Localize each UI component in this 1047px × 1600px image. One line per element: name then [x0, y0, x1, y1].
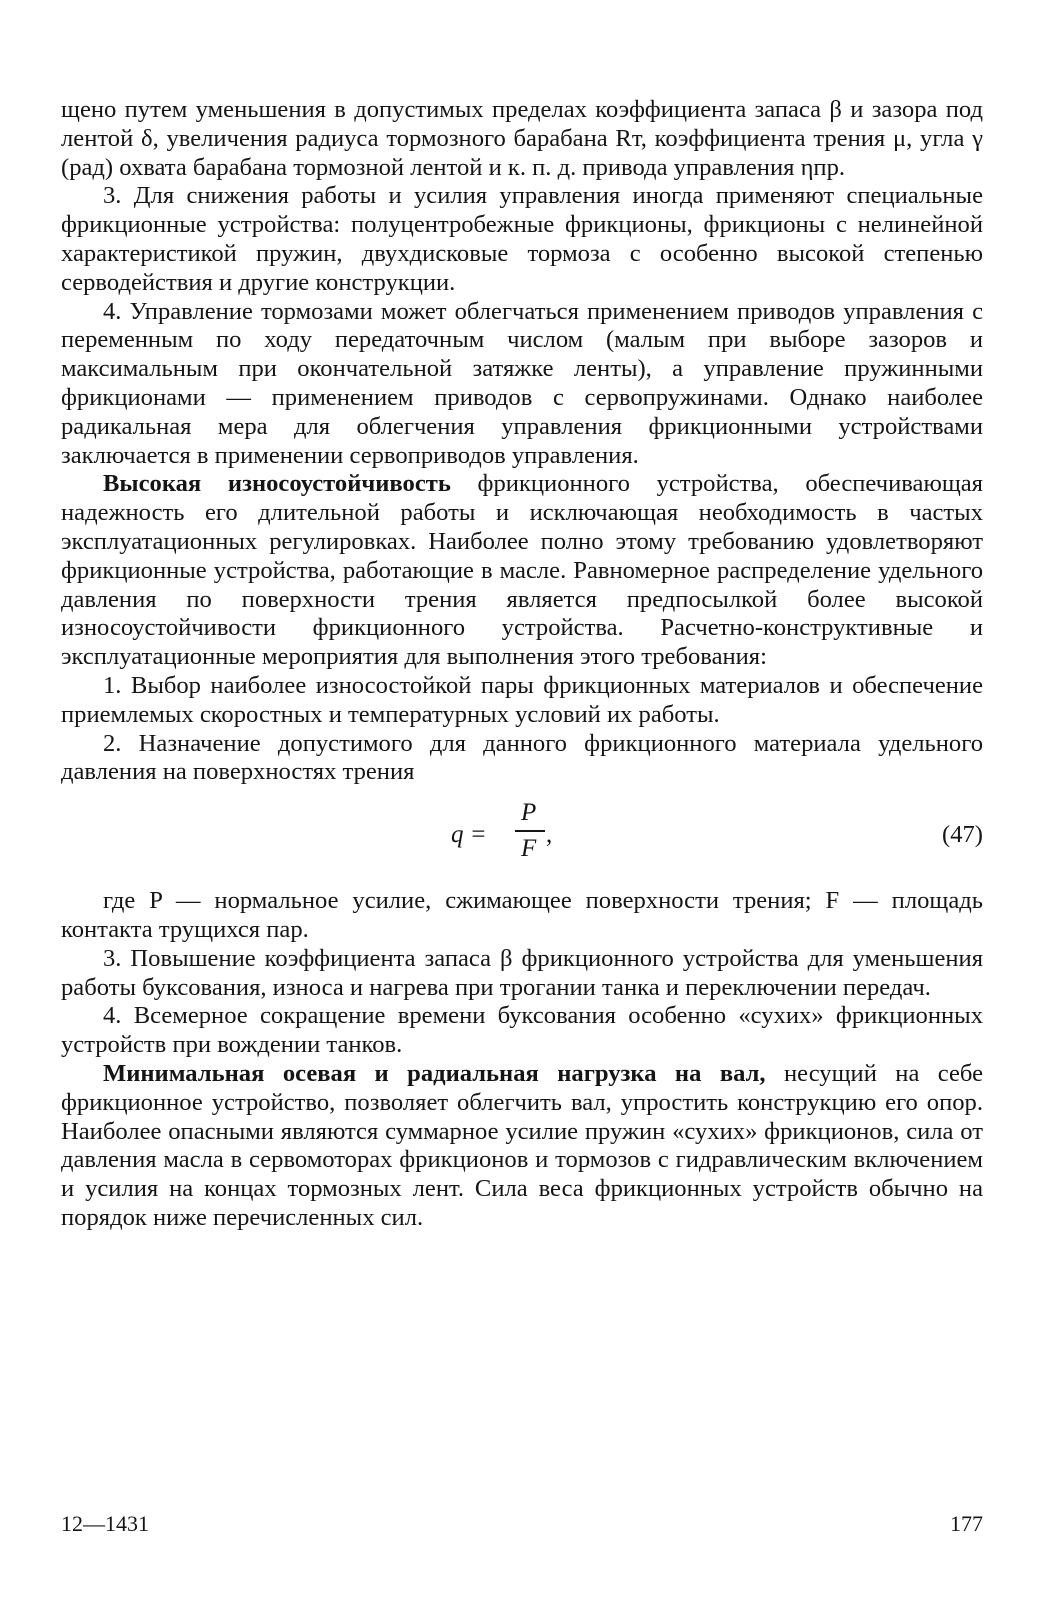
bold-heading: Высокая износоустойчивость [103, 470, 451, 498]
page-number: 177 [950, 1511, 983, 1536]
formula-denominator: F [521, 835, 537, 863]
paragraph-continuation: щено путем уменьшения в допустимых пределах коэффициента запаса β и зазора под лентой δ, увеличения радиуса тормозного барабана Rт, коэффициента трения μ, угла γ (рад) охвата барабана тормозной лентой и к. п. д. привода управления ηпр. [61, 96, 983, 181]
paragraph-wear-resistance [61, 470, 983, 672]
formula-lhs: q = [451, 821, 487, 849]
paragraph-where: где P — нормальное усилие, сжимающее поверхности трения; F — площадь контакта трущихся пар. [61, 887, 983, 943]
paragraph-list-1: 1. Выбор наиболее износостойкой пары фрикционных материалов и обеспечение приемлемых скоростных и температурных условий их работы. [61, 671, 983, 728]
formula-punct: , [546, 821, 553, 849]
bold-heading: Минимальная осевая и радиальная нагрузка на вал, [103, 1059, 766, 1087]
paragraph-item-4: 4. Управление тормозами может облегчаться применением приводов управления с переменным по ходу передаточным числом (малым при выборе зазоров и максимальным при окончательной затяжке ленты), а управление пружинными фрикционами — применением приводов с сервопружинами. Однако наиболее радикальная мера для облегчения управления фрикционными устройствами заключается в применении сервоприводов управления. [61, 297, 983, 469]
printer-signature: 12—1431 [61, 1511, 149, 1536]
formula-47 [61, 795, 983, 881]
page-footer [61, 1510, 983, 1540]
paragraph-item-3: 3. Для снижения работы и усилия управления иногда применяют специальные фрикционные устройства: полуцентробежные фрикционы, фрикционы с нелинейной характеристикой пружин, двухдисковые тормоза с особенно высокой степенью серводействия и другие конструкции. [61, 182, 983, 296]
paragraph-list-3: 3. Повышение коэффициента запаса β фрикционного устройства для уменьшения работы буксования, износа и нагрева при трогании танка и переключении передач. [61, 944, 983, 1001]
page-body [61, 96, 983, 1233]
paragraph-list-4: 4. Всемерное сокращение времени буксования особенно «сухих» фрикционных устройств при вождении танков. [61, 1002, 983, 1059]
paragraph-min-load [61, 1060, 983, 1233]
paragraph-text: несущий на себе фрикционное устройство, позволяет облегчить вал, упростить конструкцию его опор. Наиболее опасными являются суммарное усилие пружин «сухих» фрикционов, сила от давления масла в сервомоторах фрикционов и тормозов с гидравлическим включением и усилия на концах тормозных лент. Сила веса фрикционных устройств обычно на порядок ниже перечисленных сил. [61, 1059, 984, 1231]
formula-numerator: P [521, 799, 537, 827]
paragraph-text: фрикционного устройства, обеспечивающая надежность его длительной работы и исключающая необходимость в частых эксплуатационных регулировках. Наиболее полно этому требованию удовлетворяют фрикционные устройства, работающие в масле. Равномерное распределение удельного давления по поверхности трения является предпосылкой более высокой износоустойчивости фрикционного устройства. Расчетно-конструктивные и эксплуатационные мероприятия для выполнения этого требования: [61, 470, 983, 671]
paragraph-list-2: 2. Назначение допустимого для данного фрикционного материала удельного давления на поверхностях трения [61, 729, 983, 786]
fraction-bar [515, 830, 545, 832]
equation-number: (47) [942, 821, 983, 849]
